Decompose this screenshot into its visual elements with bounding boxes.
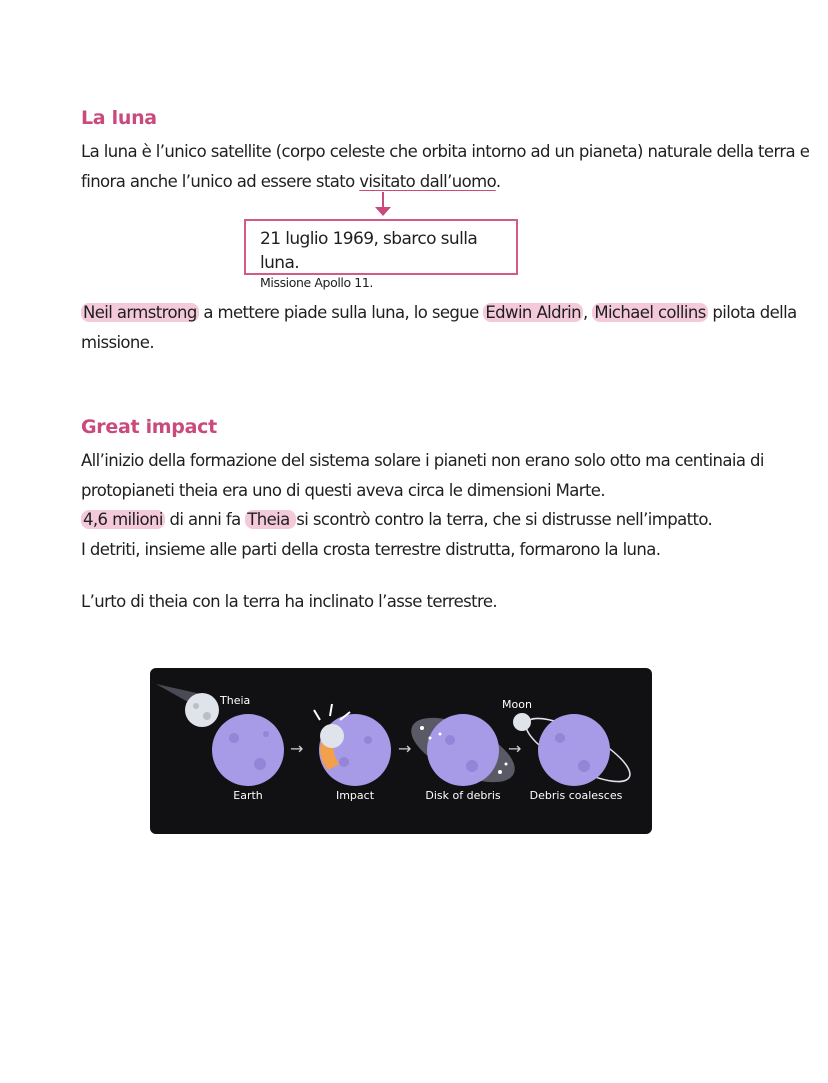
text-span: ,: [583, 303, 593, 322]
earth-planet: [212, 714, 284, 786]
text-span: a mettere piade sulla luna, lo segue: [198, 303, 484, 322]
theia-planet: [185, 693, 219, 727]
text-span: si scontrò contro la terra, che si distrusse nell’impatto.: [296, 510, 713, 529]
highlight-neil: Neil armstrong: [83, 303, 197, 322]
text-line: All’inizio della formazione del sistema solare i pianeti non erano solo otto ma centinaia di: [81, 451, 764, 470]
text-line: I detriti, insieme alle parti della crosta terrestre distrutta, formarono la luna.: [81, 539, 661, 559]
paragraph-impact: [81, 446, 764, 564]
earth-final: [538, 714, 610, 786]
highlight-collins: Michael collins: [594, 303, 706, 322]
arrow-icon: →: [398, 739, 412, 758]
theia-label: Theia: [220, 694, 251, 707]
text-line: missione.: [81, 332, 154, 352]
text-line: [81, 505, 764, 535]
arrow-icon: →: [290, 739, 304, 758]
text-span: di anni fa: [164, 510, 246, 529]
label-disk-of-debris: Disk of debris: [425, 789, 501, 802]
text-span: pilota della: [707, 303, 797, 322]
text-span: finora anche l’unico ad essere stato: [81, 171, 360, 191]
text-line: [81, 167, 809, 197]
down-arrow-icon: [372, 192, 394, 218]
paragraph-intro: [81, 137, 809, 196]
text-span: .: [495, 171, 501, 191]
moon-body: [513, 713, 531, 731]
section-title-la-luna: La luna: [81, 107, 157, 129]
label-debris-coalesces: Debris coalesces: [529, 789, 623, 802]
moon-label: Moon: [502, 698, 532, 711]
highlight-theia: Theia: [247, 510, 295, 529]
underlined-text: visitato dall’uomo: [359, 171, 496, 191]
label-impact: Impact: [335, 789, 375, 802]
diagram-svg: [150, 668, 652, 834]
debris-planet: [427, 714, 499, 786]
section-title-great-impact: Great impact: [81, 416, 217, 438]
callout-sub-text: Missione Apollo 11.: [260, 275, 373, 290]
apollo-callout-box: [244, 219, 518, 290]
callout-main-text: 21 luglio 1969, sbarco sulla luna.: [260, 229, 478, 273]
text-line: protopianeti theia era uno di questi aveva circa le dimensioni Marte.: [81, 480, 606, 500]
theia-impacting: [320, 724, 344, 748]
moon-formation-diagram: [150, 668, 652, 834]
text-line: La luna è l’unico satellite (corpo celeste che orbita intorno ad un pianeta) naturale della terra e: [81, 142, 810, 161]
highlight-date: 4,6 milioni: [83, 510, 163, 529]
text-line: [81, 298, 797, 328]
label-earth: Earth: [233, 789, 263, 802]
arrow-icon: →: [508, 739, 522, 758]
paragraph-axis: L’urto di theia con la terra ha inclinato l’asse terrestre.: [81, 592, 498, 611]
paragraph-astronauts: [81, 298, 797, 357]
highlight-aldrin: Edwin Aldrin: [485, 303, 582, 322]
